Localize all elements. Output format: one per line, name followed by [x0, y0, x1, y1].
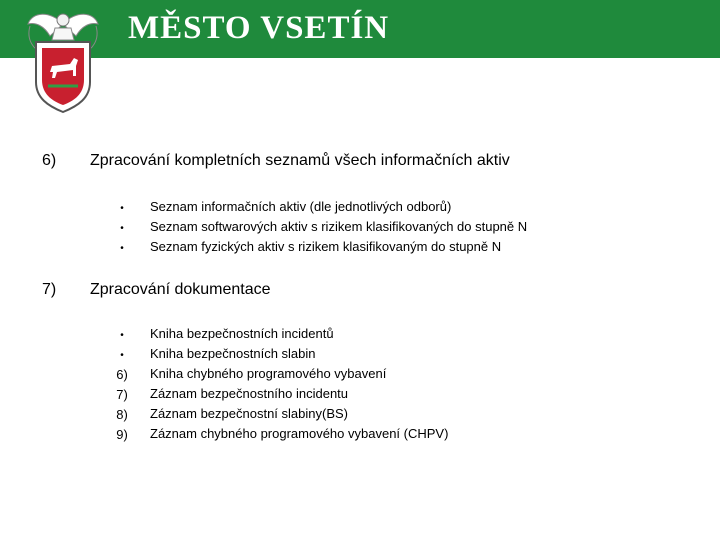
list-item: Seznam informačních aktiv (dle jednotlivých odborů) — [150, 199, 452, 214]
list-number: 7) — [116, 387, 128, 402]
list-item: Seznam fyzických aktiv s rizikem klasifikovaným do stupně N — [150, 239, 502, 254]
list-bullet: • — [120, 243, 124, 254]
list-bullet: • — [120, 223, 124, 234]
list-item: Kniha chybného programového vybavení — [150, 366, 387, 381]
list-bullet: • — [120, 330, 124, 341]
list-bullet: • — [120, 203, 124, 214]
list-item: Záznam bezpečnostního incidentu — [150, 386, 349, 401]
section-number: 7) — [42, 281, 57, 298]
section-number: 6) — [42, 152, 57, 169]
section-title: Zpracování dokumentace — [90, 281, 271, 298]
list-item: Seznam softwarových aktiv s rizikem klasifikovaných do stupně N — [150, 219, 528, 234]
vsetin-coat-of-arms-icon — [22, 6, 104, 116]
list-number: 6) — [116, 367, 128, 382]
list-item: Záznam chybného programového vybavení (CHPV) — [150, 426, 449, 441]
page-title: MĚSTO VSETÍN — [128, 10, 390, 46]
list-number: 9) — [116, 427, 128, 442]
section-title: Zpracování kompletních seznamů všech informačních aktiv — [90, 152, 510, 169]
list-item: Kniha bezpečnostních incidentů — [150, 326, 334, 341]
list-item: Kniha bezpečnostních slabin — [150, 346, 316, 361]
list-bullet: • — [120, 350, 124, 361]
list-item: Záznam bezpečnostní slabiny(BS) — [150, 406, 348, 421]
list-number: 8) — [116, 407, 128, 422]
